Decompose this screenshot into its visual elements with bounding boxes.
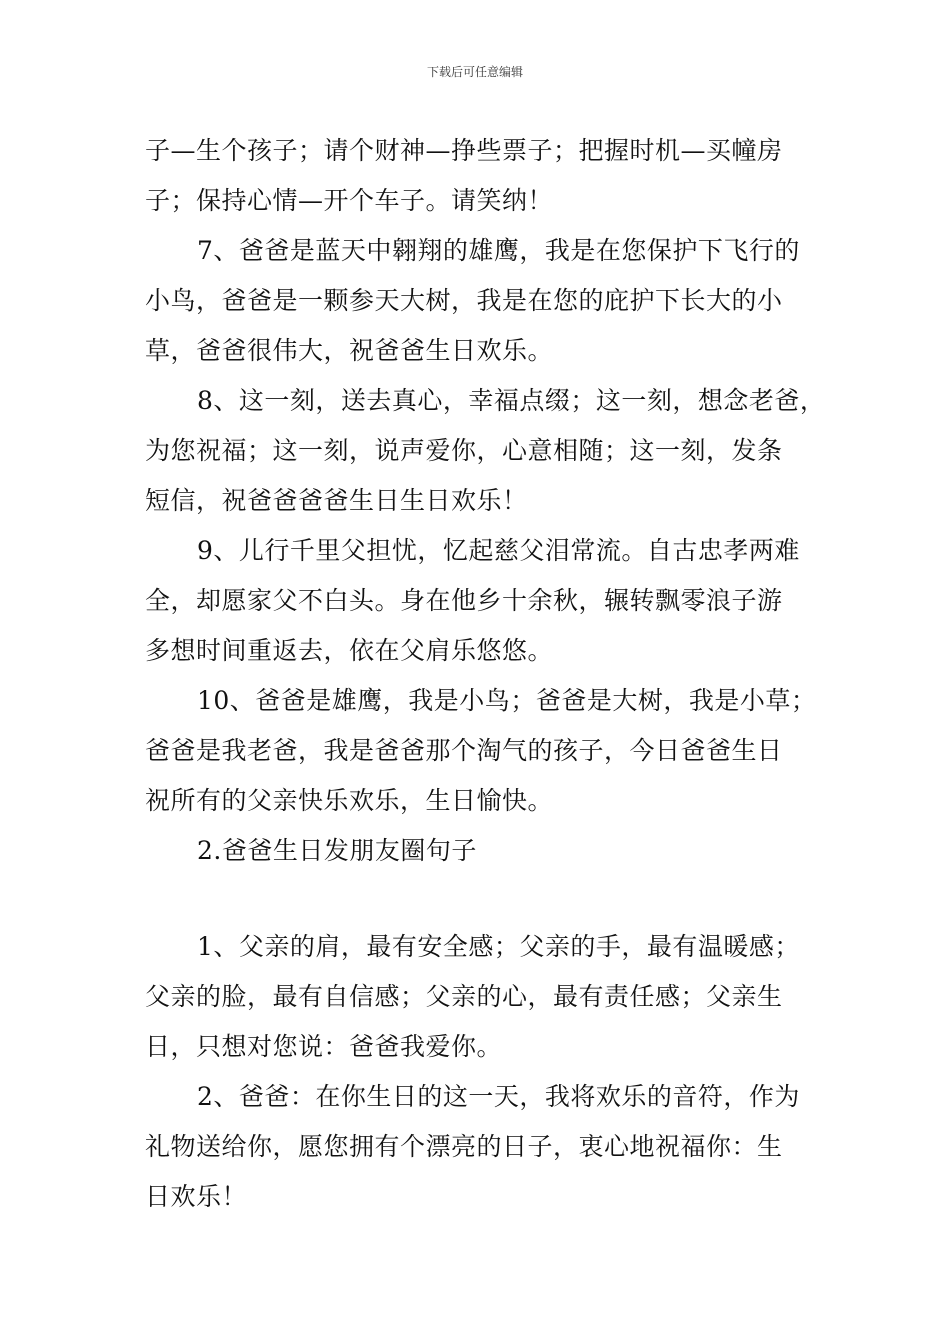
document-body [145,126,826,1222]
spacer [145,876,815,922]
text-line: 日，只想对您说：爸爸我爱你。 [145,1032,503,1061]
text-line: 子；保持心情—开个车子。请笑纳！ [145,186,554,215]
text-line: 小鸟，爸爸是一颗参天大树，我是在您的庇护下长大的小 [145,286,783,315]
paragraph-item-10-line: 10、爸爸是雄鹰，我是小鸟；爸爸是大树，我是小草； [197,686,817,715]
text-line: 爸爸是我老爸，我是爸爸那个淘气的孩子，今日爸爸生日 [145,736,783,765]
text-line: 为您祝福；这一刻，说声爱你，心意相随；这一刻，发条 [145,436,783,465]
text-line: 祝所有的父亲快乐欢乐，生日愉快。 [145,786,554,815]
paragraph-item-8-line: 8、这一刻，送去真心，幸福点缀；这一刻，想念老爸， [197,386,826,415]
page-header: 下载后可任意编辑 [426,65,523,79]
paragraph-item-7-line: 7、爸爸是蓝天中翱翔的雄鹰，我是在您保护下飞行的 [197,236,800,265]
paragraph-item-1-line: 1、父亲的肩，最有安全感；父亲的手，最有温暖感； [197,932,800,961]
text-line: 礼物送给你，愿您拥有个漂亮的日子，衷心地祝福你：生 [145,1132,783,1161]
text-line: 全，却愿家父不白头。身在他乡十余秋，辗转飘零浪子游 [145,586,783,615]
paragraph-item-9-line: 9、儿行千里父担忧，忆起慈父泪常流。自古忠孝两难 [197,536,800,565]
text-line: 子—生个孩子；请个财神—挣些票子；把握时机—买幢房 [145,136,783,165]
paragraph-item-2-line: 2、爸爸：在你生日的这一天，我将欢乐的音符，作为 [197,1082,800,1111]
text-line: 短信，祝爸爸爸爸生日生日欢乐！ [145,486,528,515]
section-heading: 2.爸爸生日发朋友圈句子 [197,836,477,865]
text-line: 日欢乐！ [145,1182,248,1211]
text-line: 父亲的脸，最有自信感；父亲的心，最有责任感；父亲生 [145,982,783,1011]
text-line: 多想时间重返去，依在父肩乐悠悠。 [145,636,554,665]
text-line: 草，爸爸很伟大，祝爸爸生日欢乐。 [145,336,554,365]
